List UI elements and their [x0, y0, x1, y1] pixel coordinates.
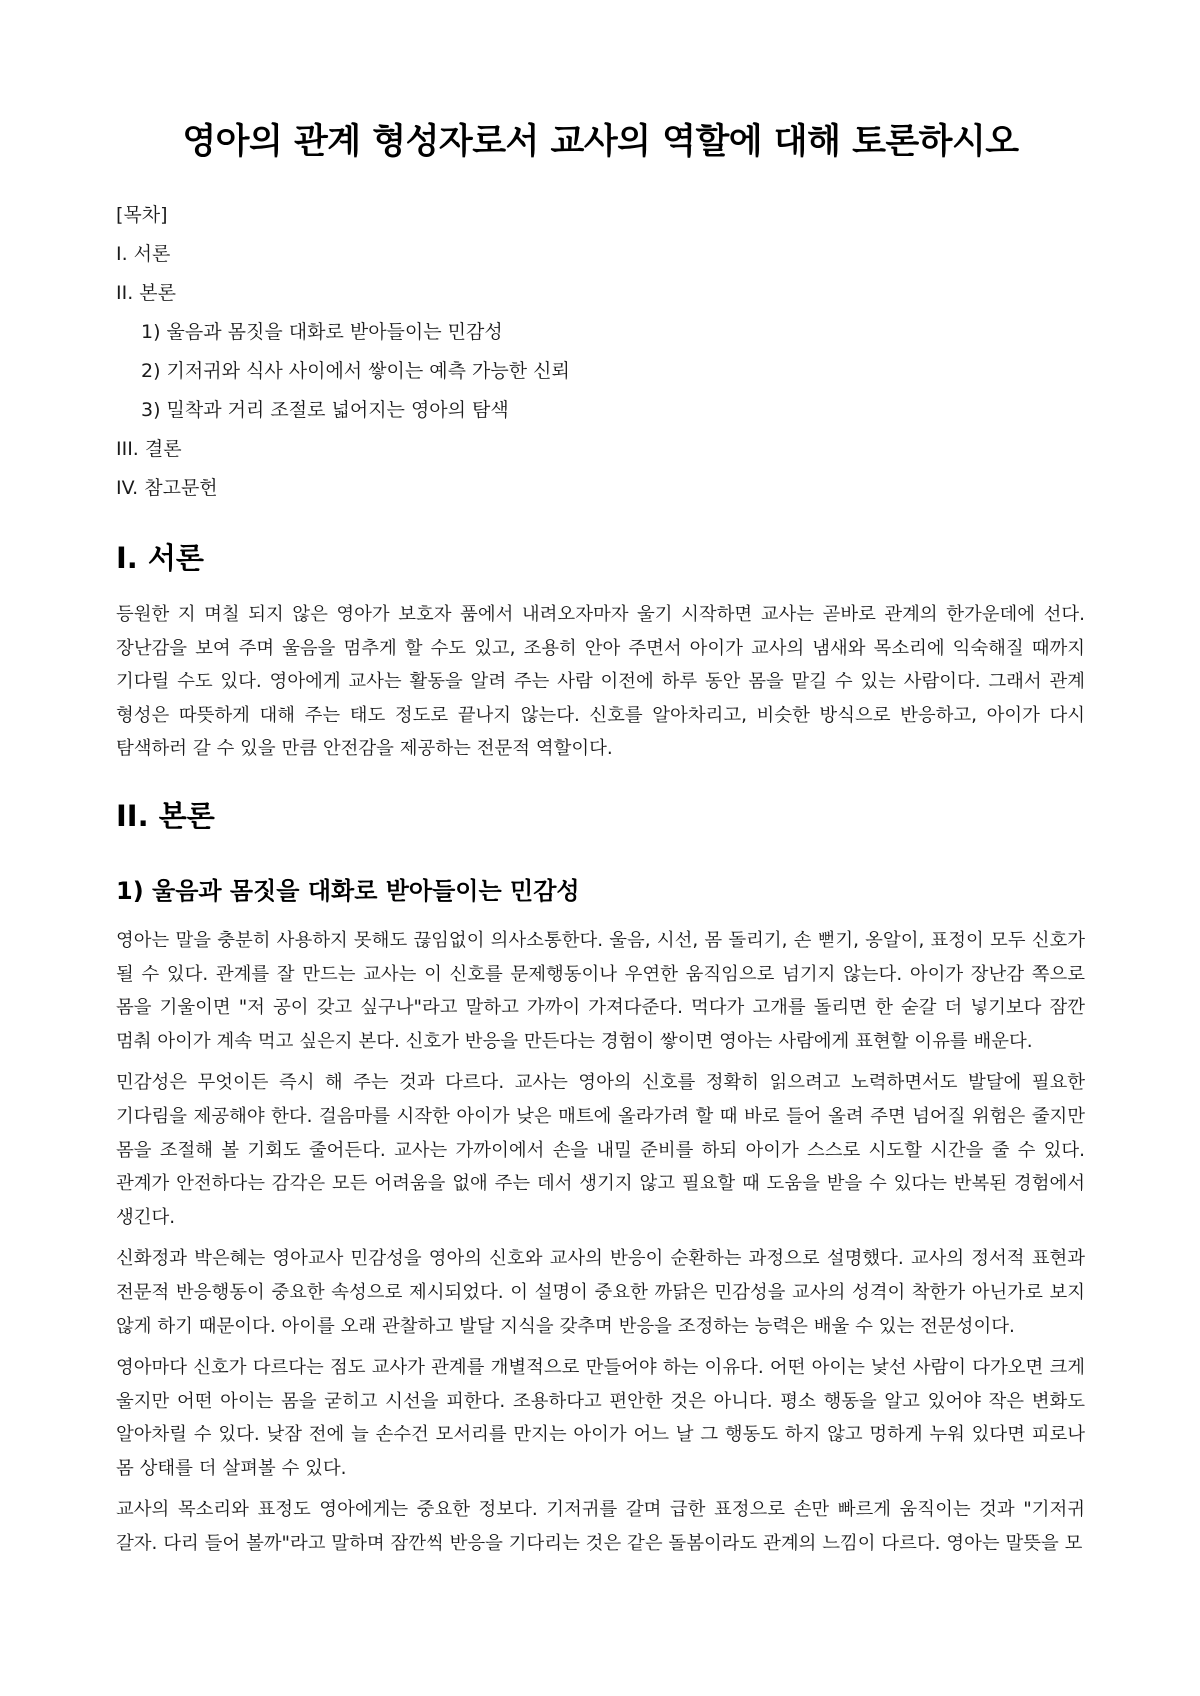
body-paragraph: 교사의 목소리와 표정도 영아에게는 중요한 정보다. 기저귀를 갈며 급한 표정으로 손만 빠르게 움직이는 것과 "기저귀 갈자. 다리 들어 볼까"라고 말하며 잠깐씩 반응을 기다리는 것은 같은 돌봄이라도 관계의 느낌이 다르다. 영아는 말뜻을 모: [116, 1499, 1085, 1555]
intro-paragraph: 등원한 지 며칠 되지 않은 영아가 보호자 품에서 내려오자마자 울기 시작하면 교사는 곧바로 관계의 한가운데에 선다. 장난감을 보여 주며 울음을 멈추게 할 수도 있고, 조용히 안아 주면서 아이가 교사의 냄새와 목소리에 익숙해질 때까지 기다릴 수도 있다. 영아에게 교사는 활동을 알려 주는 사람 이전에 하루 동안 몸을 맡길 수 있는 사람이다. 그래서 관계 형성은 따뜻하게 대해 주는 태도 정도로 끝나지 않는다. 신호를 알아차리고, 비슷한 방식으로 반응하고, 아이가 다시 탐색하러 갈 수 있을 만큼 안전감을 제공하는 전문적 역할이다.: [116, 604, 1085, 760]
toc-heading: [목차]: [116, 204, 168, 226]
body-paragraph: 민감성은 무엇이든 즉시 해 주는 것과 다르다. 교사는 영아의 신호를 정확히 읽으려고 노력하면서도 발달에 필요한 기다림을 제공해야 한다. 걸음마를 시작한 아이가 낮은 매트에 올라가려 할 때 바로 들어 올려 주면 넘어질 위험은 줄지만 몸을 조절해 볼 기회도 줄어든다. 교사는 가까이에서 손을 내밀 준비를 하되 아이가 스스로 시도할 시간을 줄 수 있다. 관계가 안전하다는 감각은 모든 어려움을 없애 주는 데서 생기지 않고 필요할 때 도움을 받을 수 있다는 반복된 경험에서 생긴다.: [116, 1072, 1085, 1228]
body-section: [116, 796, 1085, 1561]
toc-item-conclusion: III. 결론: [116, 438, 182, 460]
toc-item-body-2: 2) 기저귀와 식사 사이에서 쌓이는 예측 가능한 신뢰: [141, 360, 570, 382]
body-heading: II. 본론: [116, 798, 215, 833]
body-paragraph: 신화정과 박은혜는 영아교사 민감성을 영아의 신호와 교사의 반응이 순환하는 과정으로 설명했다. 교사의 정서적 표현과 전문적 반응행동이 중요한 속성으로 제시되었다. 이 설명이 중요한 까닭은 민감성을 교사의 성격이 착한가 아닌가로 보지 않게 하기 때문이다. 아이를 오래 관찰하고 발달 지식을 갖추며 반응을 조정하는 능력은 배울 수 있는 전문성이다.: [116, 1248, 1085, 1337]
toc-item-body-3: 3) 밀착과 거리 조절로 넓어지는 영아의 탐색: [141, 399, 509, 421]
body-paragraph: 영아는 말을 충분히 사용하지 못해도 끊임없이 의사소통한다. 울음, 시선, 몸 돌리기, 손 뻗기, 옹알이, 표정이 모두 신호가 될 수 있다. 관계를 잘 만드는 교사는 이 신호를 문제행동이나 우연한 움직임으로 넘기지 않는다. 아이가 장난감 쪽으로 몸을 기울이면 "저 공이 갖고 싶구나"라고 말하고 가까이 가져다준다. 먹다가 고개를 돌리면 한 숟갈 더 넣기보다 잠깐 멈춰 아이가 계속 먹고 싶은지 본다. 신호가 반응을 만든다는 경험이 쌓이면 영아는 사람에게 표현할 이유를 배운다.: [116, 929, 1085, 1052]
intro-section: [116, 538, 1085, 766]
document-title: 영아의 관계 형성자로서 교사의 역할에 대해 토론하시오: [182, 122, 1019, 162]
subsection-1-heading: 1) 울음과 몸짓을 대화로 받아들이는 민감성: [116, 876, 580, 905]
toc-item-references: IV. 참고문헌: [116, 477, 218, 499]
toc-item-intro: I. 서론: [116, 243, 171, 265]
body-paragraph: 영아마다 신호가 다르다는 점도 교사가 관계를 개별적으로 만들어야 하는 이유다. 어떤 아이는 낯선 사람이 다가오면 크게 울지만 어떤 아이는 몸을 굳히고 시선을 피한다. 조용하다고 편안한 것은 아니다. 평소 행동을 알고 있어야 작은 변화도 알아차릴 수 있다. 낮잠 전에 늘 손수건 모서리를 만지는 아이가 어느 날 그 행동도 하지 않고 멍하게 누워 있다면 피로나 몸 상태를 더 살펴볼 수 있다.: [116, 1357, 1085, 1479]
intro-heading: I. 서론: [116, 541, 204, 575]
toc-item-body: II. 본론: [116, 282, 176, 304]
toc-item-body-1: 1) 울음과 몸짓을 대화로 받아들이는 민감성: [141, 321, 503, 343]
table-of-contents: [116, 196, 1085, 508]
